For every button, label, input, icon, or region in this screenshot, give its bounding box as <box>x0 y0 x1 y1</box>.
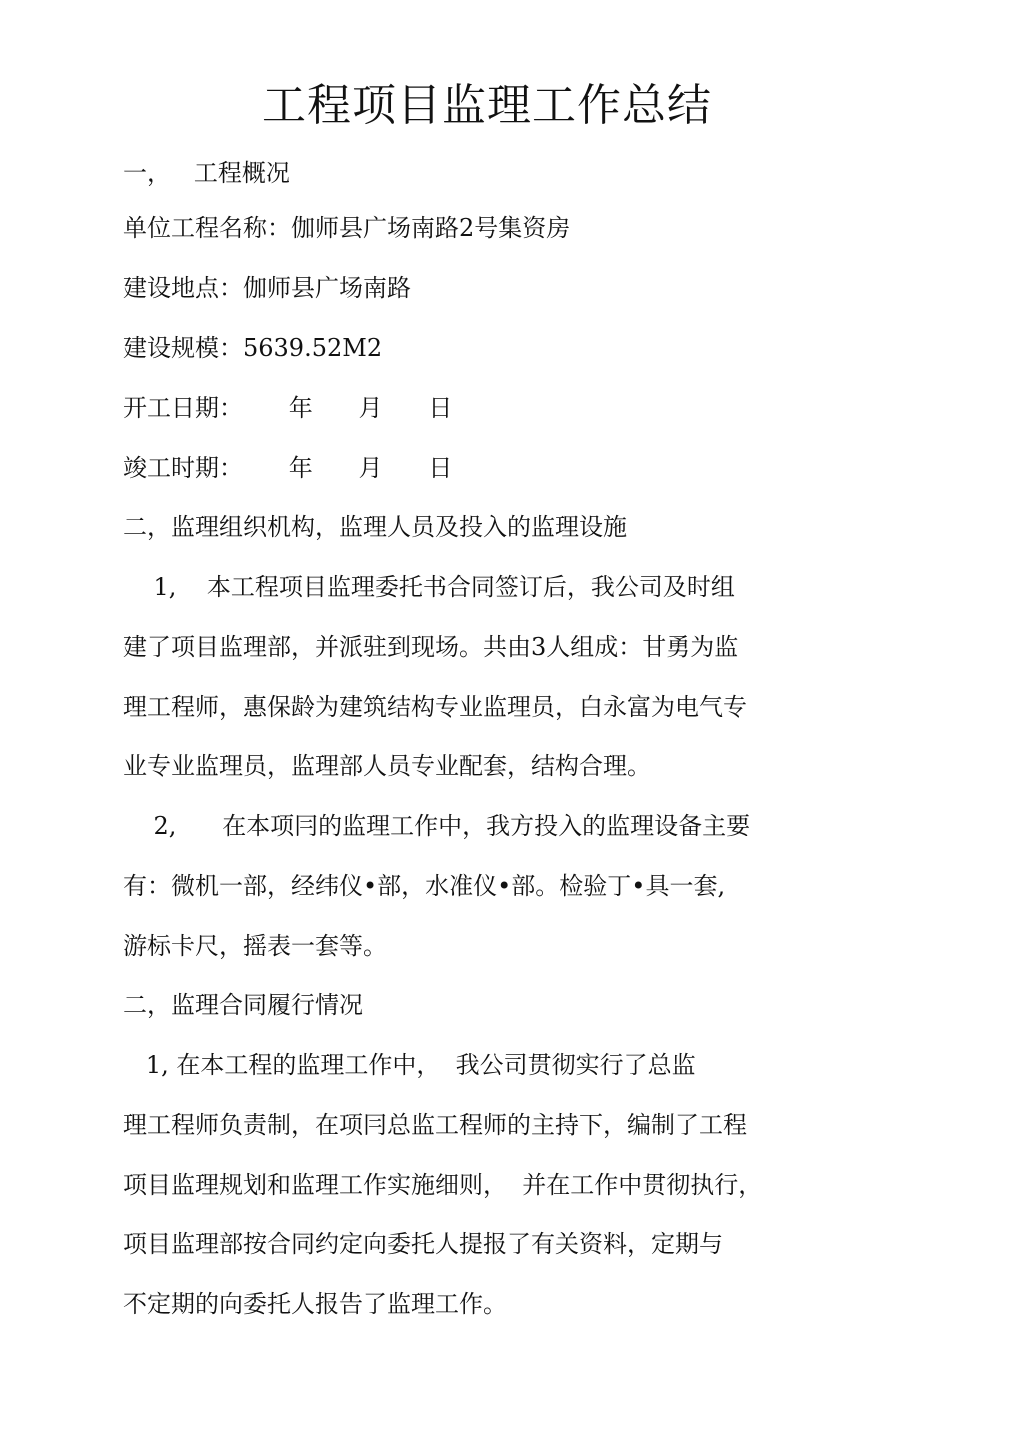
paragraph-line: 理工程师负责制，在项冃总监工程师的主持下，编制了工程 <box>123 1111 747 1139</box>
document-title: 工程项目监理工作总结 <box>262 80 712 131</box>
paragraph-line: 建了项目监理部，并派驻到现场。共由3人组成：甘勇为监 <box>123 633 739 661</box>
paragraph-line: 理工程师，惠保龄为建筑结构专业监理员，白永富为电气专 <box>123 693 747 721</box>
paragraph-line: 有：微机一部，经纬仪•部，水准仪•部。检验丁•具一套, <box>123 872 726 900</box>
start-date-line: 开工日期： 年 月 日 <box>123 394 453 422</box>
paragraph-line: 项目监理规划和监理工作实施细则， 并在工作中贯彻执行， <box>123 1171 763 1199</box>
completion-date-line: 竣工时期： 年 月 日 <box>123 454 453 482</box>
paragraph-line: 2, 在本项冃的监理工作中，我方投入的监理设备主要 <box>123 812 751 840</box>
section-heading-organization: 二，监理组织机构，监理人员及投入的监理设施 <box>123 513 627 541</box>
section-heading-overview: 一， 工程概况 <box>123 159 290 187</box>
paragraph-line: 1, 在本工程的监理工作中， 我公司贯彻实行了总监 <box>123 1051 696 1079</box>
paragraph-line: 项目监理部按合同约定向委托人提报了有关资料，定期与 <box>123 1230 723 1258</box>
paragraph-line: 不定期的向委托人报告了监理工作。 <box>123 1290 507 1318</box>
paragraph-line: 业专业监理员，监理部人员专业配套，结构合理。 <box>123 752 651 780</box>
location-line: 建设地点：伽师县广场南路 <box>123 274 411 302</box>
scale-line: 建设规模：5639.52M2 <box>123 334 383 362</box>
section-heading-contract: 二，监理合同履行情况 <box>123 991 363 1019</box>
paragraph-line: 游标卡尺，摇表一套等。 <box>123 932 387 960</box>
paragraph-line: 1, 本工程项目监理委托书合同签订后，我公司及时组 <box>123 573 735 601</box>
project-name-line: 单位工程名称：伽师县广场南路2号集资房 <box>123 214 571 242</box>
